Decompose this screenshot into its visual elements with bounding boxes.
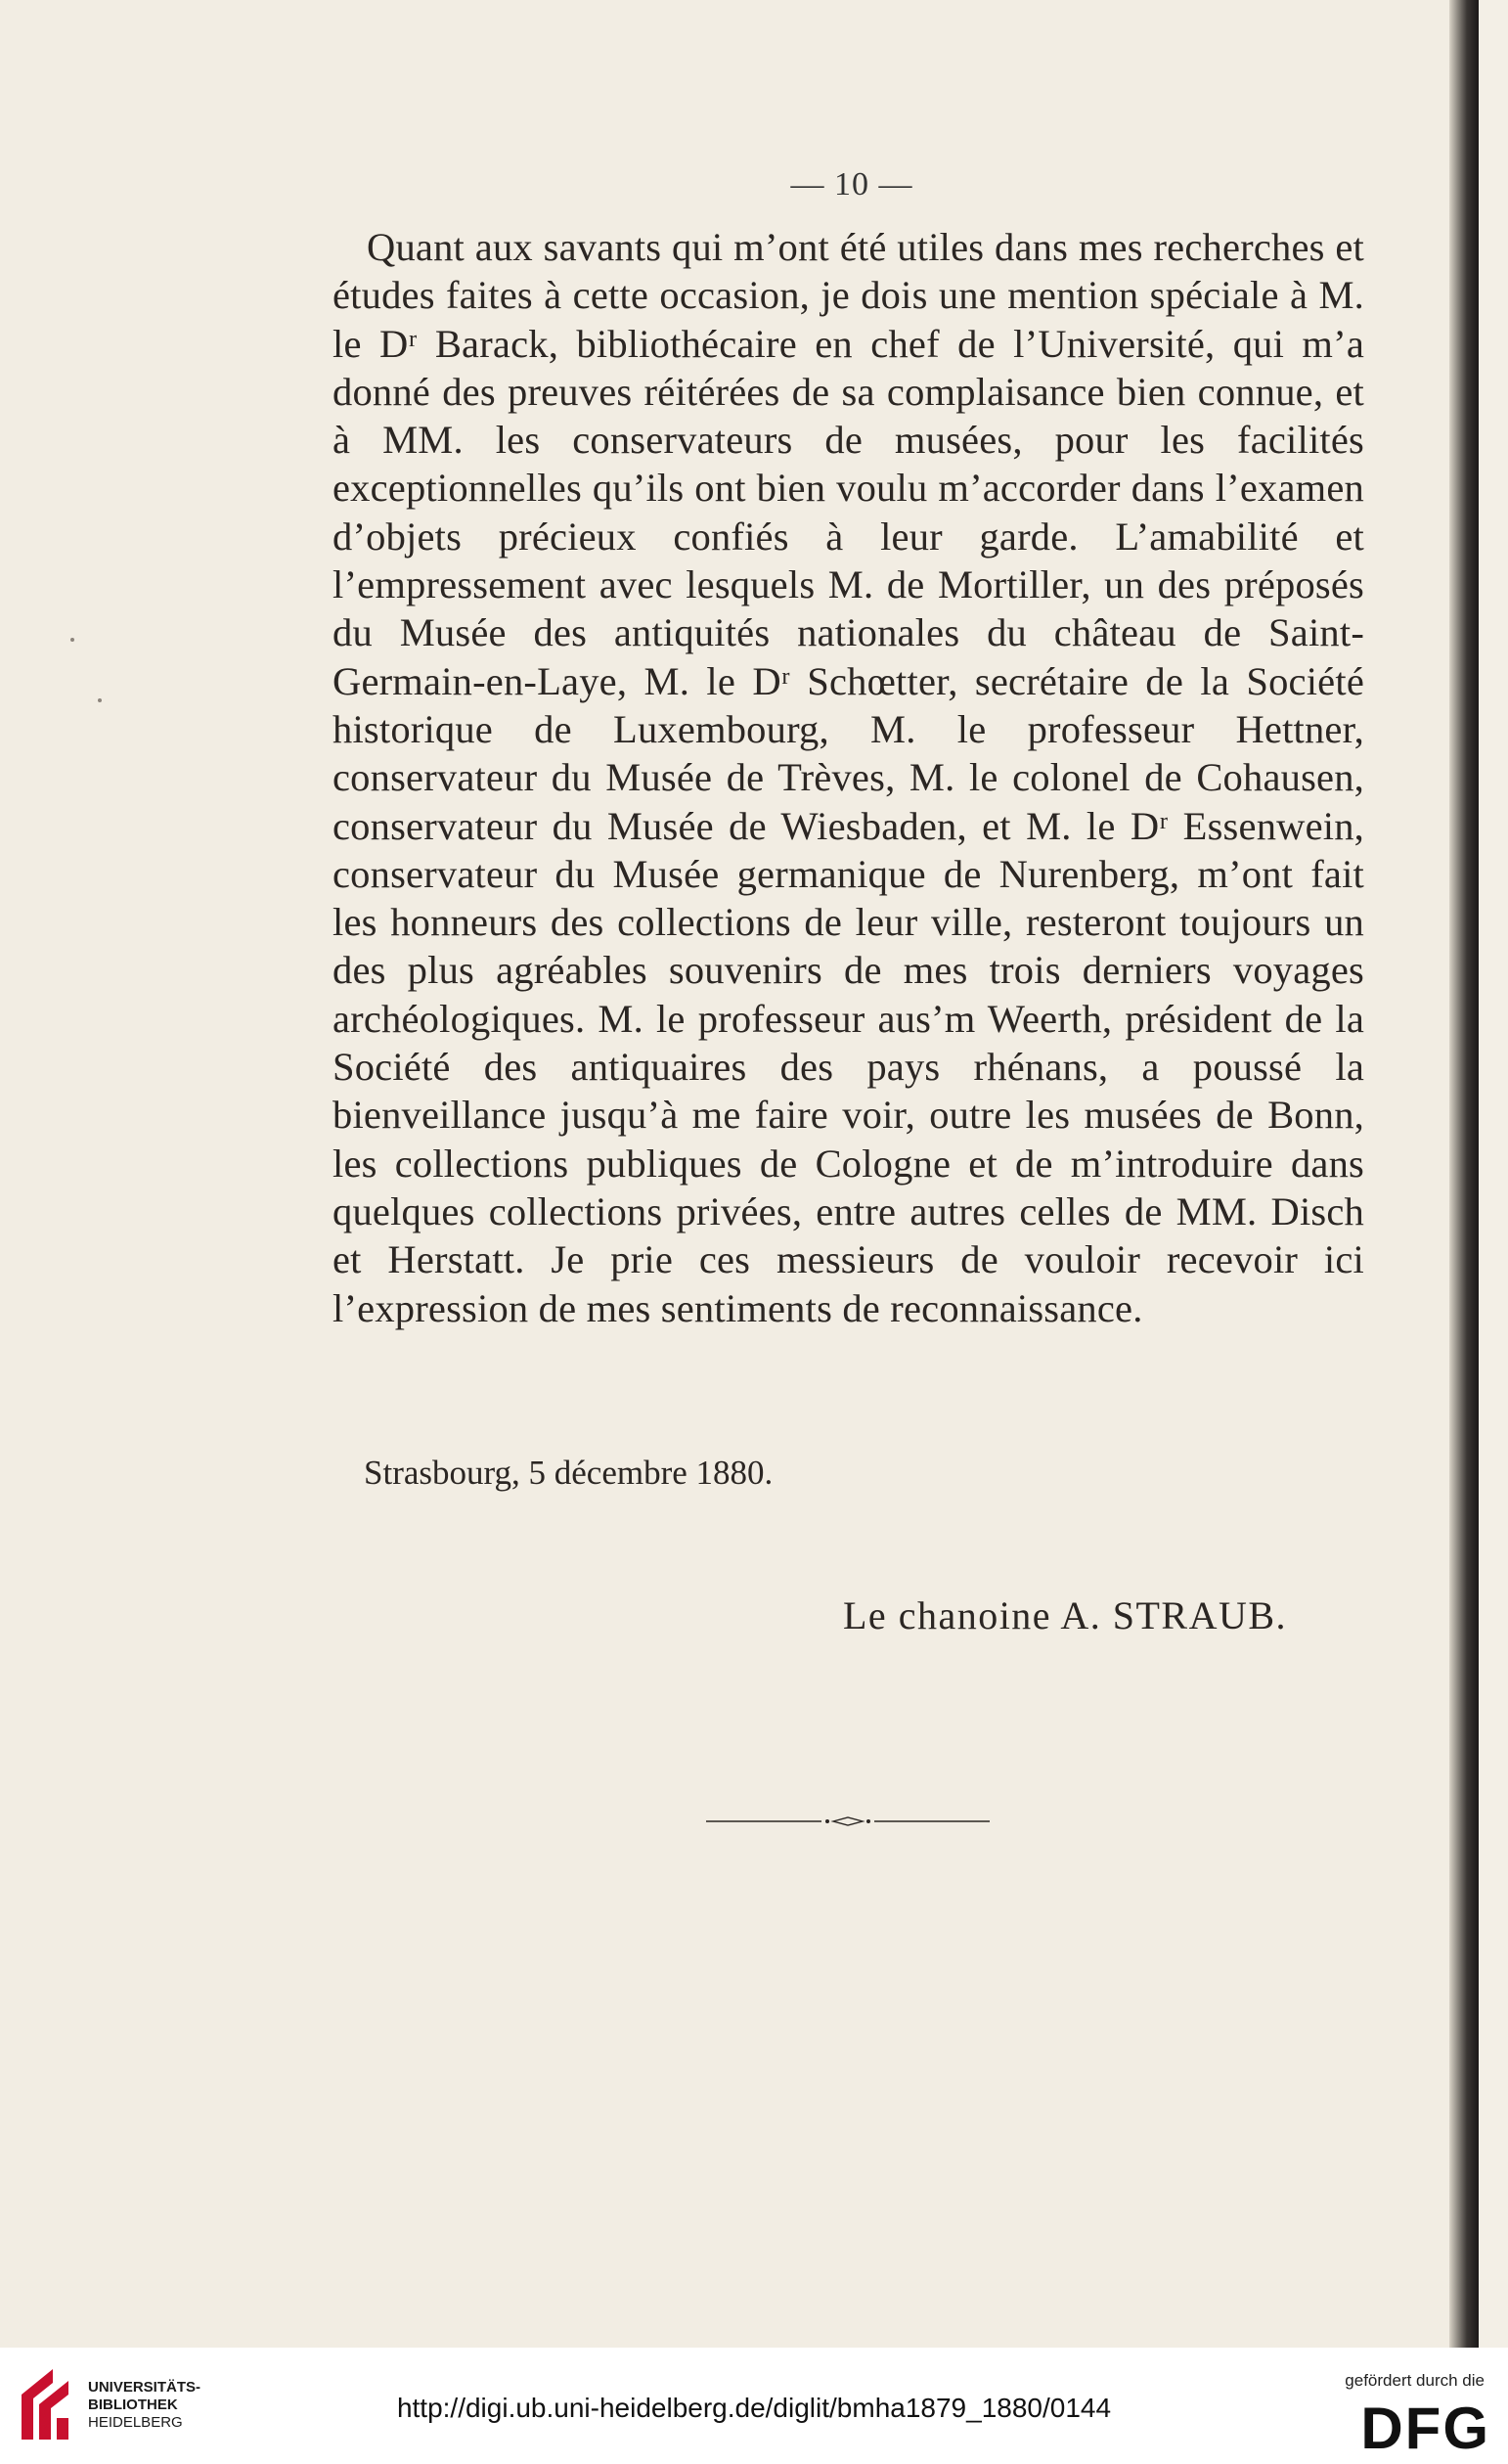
dfg-caption: gefördert durch die (1345, 2371, 1485, 2390)
source-url-link[interactable]: http://digi.ub.uni-heidelberg.de/diglit/bmha1879_1880/0144 (396, 2393, 1112, 2423)
library-line-2: BIBLIOTHEK (88, 2397, 178, 2413)
signature: Le chanoine A. STRAUB. (843, 1593, 1288, 1637)
dateline: Strasbourg, 5 décembre 1880. (364, 1454, 774, 1492)
stray-mark (98, 698, 102, 702)
page-number: — 10 — (790, 166, 913, 202)
ornament-rule (706, 1812, 990, 1831)
paragraph: Quant aux savants qui m’ont été utiles dans mes recherches et études faites à cette occasion, je dois une mention spéciale à M. le Dʳ Barack, bibliothécaire en chef de l’Université, qui m’a donné des preuves réitérées de sa complaisance bien connue, et à MM. les conservateurs de musées, pour les facilités exceptionnelles qu’ils ont bien voulu m’accorder dans l’examen d’objets précieux confiés à leur garde. L’amabilité et l’empressement avec lesquels M. de Mortiller, un des préposés du Musée des antiquités nationales du château de Saint-Germain-en-Laye, M. le Dʳ Schœtter, secrétaire de la Société historique de Luxembourg, M. le professeur Hettner, conservateur du Musée de Trèves, M. le colonel de Cohausen, conservateur du Musée de Wiesbaden, et M. le Dʳ Essenwein, conservateur du Musée germanique de Nurenberg, m’ont fait les honneurs des collections de leur ville, resteront toujours un des plus agréables souvenirs de mes trois derniers voyages archéologiques. M. le professeur aus’m Weerth, président de la Société des antiquaires des pays rhénans, a poussé la bienveillance jusqu’à me faire voir, outre les musées de Bonn, les collections publiques de Cologne et de m’introduire dans quelques collections privées, entre autres celles de MM. Disch et Herstatt. Je prie ces messieurs de vouloir recevoir ici l’expression de mes sentiments de reconnaissance. (333, 225, 1364, 1330)
library-line-3: HEIDELBERG (88, 2414, 183, 2431)
library-line-1: UNIVERSITÄTS- (88, 2379, 201, 2396)
body-text (333, 223, 1364, 1332)
dfg-logo: DFG (1360, 2396, 1490, 2461)
stray-mark (70, 638, 74, 642)
binding-shadow (1449, 0, 1479, 2348)
